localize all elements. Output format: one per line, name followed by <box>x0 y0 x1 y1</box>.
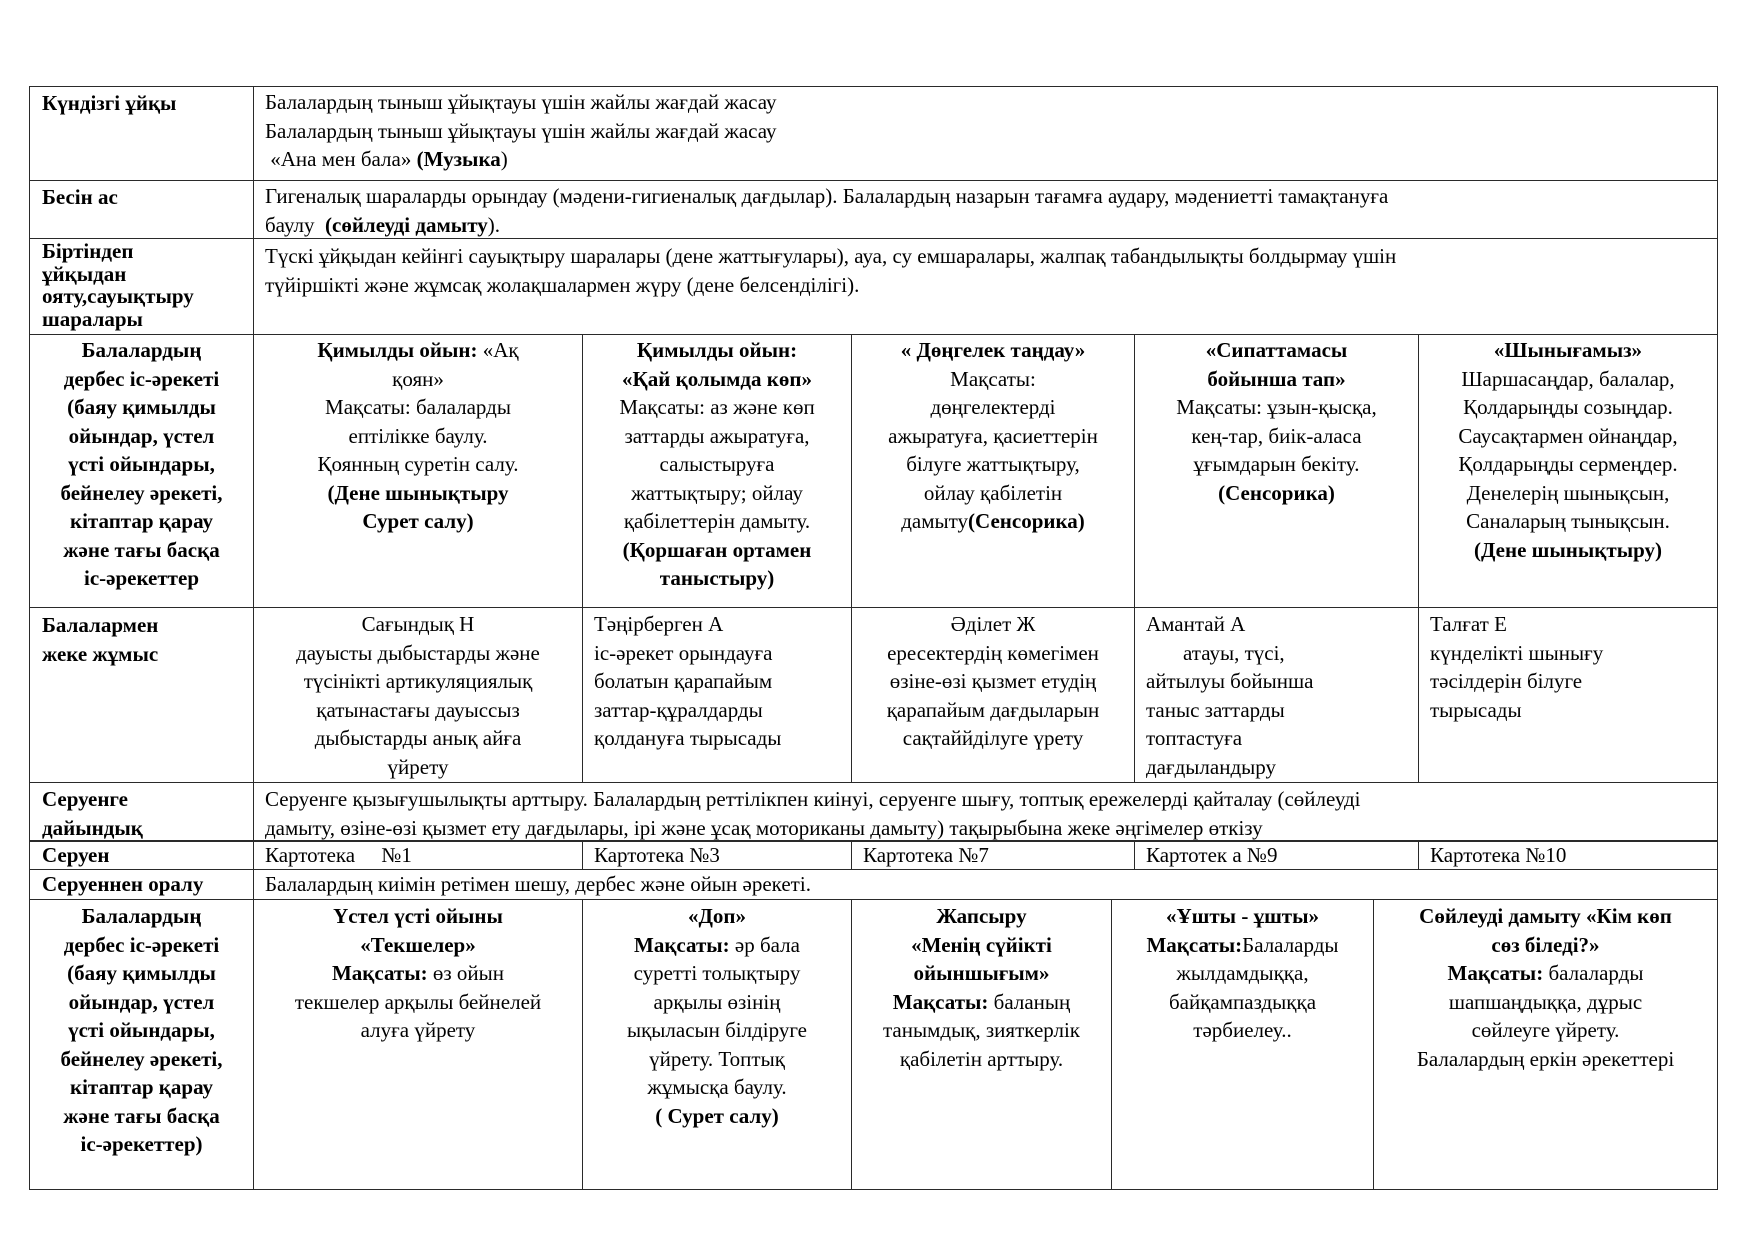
row-label-wakeup <box>42 240 194 330</box>
text-line <box>254 959 582 988</box>
text-line: Амантай А <box>1146 612 1246 636</box>
walk-card-3: Картотека №7 <box>863 843 989 867</box>
text-fragment: өз ойын <box>427 961 505 985</box>
walk-card-2: Картотека №3 <box>594 843 720 867</box>
text-line: ықыласын білдіруге <box>626 1018 808 1042</box>
text-line: Жапсыру <box>936 904 1027 928</box>
label-line: жеке жұмыс <box>42 641 159 666</box>
text-line: суретті толықтыру <box>633 961 801 985</box>
row-divider <box>29 607 1718 608</box>
table-border-top <box>29 86 1718 87</box>
text-line: «Доп» <box>687 904 747 928</box>
label-line: Серуенге <box>42 787 128 811</box>
text-line: іс-әрекет орындауға <box>594 640 773 665</box>
text-line: «Текшелер» <box>360 932 476 957</box>
text-line: Гигеналық шараларды орындау (мәдени-гигиеналық дағдылар). Балалардың назарын тағамға аудару, мәдениетті тамақтануға <box>265 184 1389 208</box>
text-line: Тәңірберген А <box>594 612 724 636</box>
label-line: үсті ойындары, <box>68 1018 215 1042</box>
text-line: түсінікті артикуляциялық <box>303 669 533 693</box>
column-divider <box>1418 841 1419 869</box>
text-line: дыбыстарды анық айға <box>314 726 522 750</box>
walk-card-5: Картотека №10 <box>1430 843 1567 867</box>
text-fragment: баланың <box>988 989 1071 1014</box>
text-line: ептілікке баулу. <box>348 423 488 448</box>
text-line: ұғымдарын бекіту. <box>1193 452 1360 476</box>
text-line: Түскі ұйқыдан кейінгі сауықтыру шаралары (дене жаттығулары), ауа, су емшаралары, жалпақ табандылықты болдырмау үшін <box>265 244 1397 268</box>
text-fragment: баулу <box>265 212 325 237</box>
text-line: қарапайым дағдыларын <box>886 697 1100 722</box>
label-line: дербес іс-әрекеті <box>63 366 220 391</box>
text-line: дамыту, өзіне-өзі қызмет ету дағдылары, ірі және ұсақ моториканы дамыту) тақырыбына жеке әңгімелер өткізу <box>265 815 1263 840</box>
text-line: қабілеттерін дамыту. <box>623 509 811 533</box>
text-line: Қимылды ойын: <box>636 338 798 362</box>
row-label-return-from-walk: Серуеннен оралу <box>42 872 204 896</box>
text-line: ойлау қабілетін <box>923 480 1063 505</box>
label-line: және тағы басқа <box>63 537 220 562</box>
text-line <box>852 507 1134 536</box>
text-line: Талғат Е <box>1430 612 1507 636</box>
label-line: дайындық <box>42 815 143 840</box>
text-line <box>254 336 582 365</box>
individual-cell-4 <box>1146 610 1313 781</box>
text-line: заттарды ажыратуға, <box>624 423 810 448</box>
text-line: жаттықтыру; ойлау <box>631 480 803 505</box>
text-line: өзіне-өзі қызмет етудің <box>889 669 1097 693</box>
text-line: « Дөңгелек таңдау» <box>900 338 1086 362</box>
text-line: Саналарың тынықсын. <box>1466 509 1670 533</box>
text-line: сөйлеуге үйрету. <box>1471 1018 1620 1042</box>
text-line: жұмысқа баулу. <box>647 1075 787 1099</box>
text-line: топтастуға <box>1146 726 1243 750</box>
label-line: Балалардың <box>81 904 202 928</box>
text-line: сақтаййділуге үрету <box>902 726 1084 750</box>
activity2-cell-5 <box>1374 902 1717 1073</box>
text-fragment-bold: Мақсаты: <box>331 961 428 985</box>
text-line: болатын қарапайым <box>594 669 773 693</box>
text-line: ( Сурет салу) <box>655 1103 779 1128</box>
text-line: Үстел үсті ойыны <box>333 904 503 928</box>
label-line: кітаптар қарау <box>69 1075 214 1099</box>
row-divider <box>29 180 1718 181</box>
text-fragment-bold: (Музыка <box>416 147 501 171</box>
text-line: күнделікті шынығу <box>1430 640 1604 665</box>
text-line: қабілетін арттыру. <box>899 1046 1064 1071</box>
text-line: шапшаңдыққа, дұрыс <box>1448 989 1643 1014</box>
activity-cell-4 <box>1135 336 1418 507</box>
row-divider <box>29 782 1718 783</box>
label-line: Біртіндеп <box>42 239 134 263</box>
text-line: (Дене шынықтыру) <box>1473 537 1662 562</box>
text-line <box>265 145 777 174</box>
text-line: танымдық, зияткерлік <box>883 1018 1080 1042</box>
text-line: үйрету <box>387 754 449 779</box>
label-line: Балалармен <box>42 613 159 637</box>
activity2-cell-1 <box>254 902 582 1045</box>
snack-content <box>265 182 1388 239</box>
text-line: қолдануға тырысады <box>594 726 782 750</box>
text-line: дауысты дыбыстарды және <box>296 640 540 665</box>
text-line: (Қоршаған ортамен <box>622 537 812 562</box>
text-line: «Менің сүйікті <box>911 932 1052 957</box>
text-line: Балалардың тыныш ұйықтауы үшін жайлы жағдай жасау <box>265 118 777 143</box>
label-line: бейнелеу әрекеті, <box>60 480 223 505</box>
text-line: кең-тар, биік-аласа <box>1191 423 1362 448</box>
text-line: Мақсаты: ұзын-қысқа, <box>1176 395 1377 419</box>
text-line: айтылуы бойынша <box>1146 669 1314 693</box>
text-line: (Сенсорика) <box>1218 480 1335 505</box>
text-line <box>1374 959 1717 988</box>
text-line: ажыратуға, қасиеттерін <box>888 423 1098 448</box>
label-line: ойындар, үстел <box>68 423 215 448</box>
row-label-snack: Бесін ас <box>42 185 118 209</box>
text-line: Қоянның суретін салу. <box>317 452 519 476</box>
activity-cell-1 <box>254 336 582 536</box>
text-line: Мақсаты: балаларды <box>325 395 511 419</box>
walk-card-1: Картотека №1 <box>265 843 412 867</box>
text-fragment-bold: (Сенсорика) <box>968 509 1085 533</box>
text-line: Саусақтармен ойнаңдар, <box>1458 423 1678 448</box>
text-line: Серуенге қызығушылықты арттыру. Балалардың реттілікпен киінуі, серуенге шығу, топтық ережелерді қайталау (сөйлеуді <box>265 787 1361 811</box>
text-line <box>265 211 1388 240</box>
column-divider <box>582 841 583 869</box>
text-line: тәсілдерін білуге <box>1430 669 1583 693</box>
label-line: ояту,сауықтыру <box>42 284 194 308</box>
individual-cell-3 <box>852 610 1134 753</box>
text-line: ересектердің көмегімен <box>887 640 1099 665</box>
text-line: таныс заттарды <box>1146 697 1285 722</box>
text-line: «Сипаттамасы <box>1205 338 1348 362</box>
text-line: «Шынығамыз» <box>1493 338 1643 362</box>
text-line: «Қай қолымда көп» <box>622 366 812 391</box>
label-line: (баяу қимылды <box>67 961 216 985</box>
row-divider <box>29 334 1718 335</box>
text-line: салыстыруға <box>659 452 775 476</box>
text-fragment: «Ана мен бала» <box>265 147 417 171</box>
label-line: (баяу қимылды <box>67 395 216 419</box>
label-line: іс-әрекеттер <box>84 566 199 590</box>
text-line <box>852 988 1111 1017</box>
walk-card-4: Картотек а №9 <box>1146 843 1278 867</box>
wakeup-content <box>265 242 1396 299</box>
activity-cell-5 <box>1419 336 1717 564</box>
text-line: (Дене шынықтыру <box>327 480 509 505</box>
text-line <box>583 931 851 960</box>
text-line: үйрету. Топтық <box>649 1046 785 1071</box>
activity2-cell-4 <box>1112 902 1373 1045</box>
text-fragment: «Ақ <box>477 338 519 362</box>
column-divider <box>1134 841 1135 869</box>
return-from-walk-content: Балалардың киімін ретімен шешу, дербес және ойын әрекеті. <box>265 872 811 896</box>
row-label-independent-activity <box>30 336 253 593</box>
text-fragment-bold: (сөйлеуді дамыту <box>325 212 488 237</box>
activity-cell-2 <box>583 336 851 593</box>
label-line: Балалардың <box>81 338 202 362</box>
text-line: «Ұшты - ұшты» <box>1165 904 1320 928</box>
text-line: атауы, түсі, <box>1183 640 1285 665</box>
walk-preparation-content <box>265 785 1361 842</box>
text-line: білуге жаттықтыру, <box>906 452 1080 476</box>
table-border-bottom <box>29 1189 1718 1190</box>
text-line: арқылы өзінің <box>653 989 781 1014</box>
text-fragment: Балаларды <box>1242 932 1339 957</box>
text-line: заттар-құралдарды <box>594 697 763 722</box>
label-line: шаралары <box>42 306 143 331</box>
text-fragment: ) <box>500 147 508 171</box>
text-fragment-bold: Мақсаты: <box>892 989 989 1014</box>
text-fragment-bold: Мақсаты: <box>634 932 730 957</box>
text-line: Әділет Ж <box>950 612 1036 636</box>
nap-content <box>265 88 777 174</box>
text-line: алуға үйрету <box>360 1018 476 1042</box>
text-fragment: балаларды <box>1543 961 1644 985</box>
row-label-walk-preparation <box>42 785 143 842</box>
text-line: Денелерің шынықсын, <box>1466 480 1670 505</box>
label-line: кітаптар қарау <box>69 509 214 533</box>
text-line: Балалардың тыныш ұйықтауы үшін жайлы жағдай жасау <box>265 90 777 114</box>
label-line: ойындар, үстел <box>68 989 215 1014</box>
text-line: тырысады <box>1430 697 1522 722</box>
row-divider <box>29 899 1718 900</box>
row-label-individual-work <box>42 611 158 668</box>
text-line: сөз біледі?» <box>1491 932 1600 957</box>
text-line: қатынастағы дауыссыз <box>316 697 520 722</box>
text-line: дөңгелектерді <box>930 395 1056 419</box>
table-border-right <box>1717 86 1718 1190</box>
individual-cell-5 <box>1430 610 1603 724</box>
text-line: Мақсаты: <box>950 366 1036 391</box>
label-line: ұйқыдан <box>42 261 127 286</box>
text-line: Балалардың еркін әрекеттері <box>1416 1046 1675 1071</box>
text-line: түйіршікті және жұмсақ жолақшалармен жүру (дене белсенділігі). <box>265 272 860 297</box>
text-fragment: әр бала <box>729 932 800 957</box>
text-line: Сурет салу) <box>362 509 474 533</box>
label-line: бейнелеу әрекеті, <box>60 1046 223 1071</box>
text-line: текшелер арқылы бейнелей <box>294 989 542 1014</box>
text-line: жылдамдыққа, <box>1176 961 1309 985</box>
text-line: Қолдарыңды сермеңдер. <box>1458 452 1678 476</box>
text-fragment: ). <box>487 212 500 237</box>
row-label-independent-activity-2 <box>30 902 253 1159</box>
label-line: дербес іс-әрекеті <box>63 932 220 957</box>
column-divider <box>851 841 852 869</box>
text-line: бойынша тап» <box>1207 366 1346 391</box>
individual-cell-2 <box>594 610 781 753</box>
text-line: Сөйлеуді дамыту «Кім көп <box>1419 904 1672 928</box>
text-line: таныстыру) <box>659 566 775 590</box>
text-line: ойыншығым» <box>913 961 1050 985</box>
text-fragment-bold: Мақсаты: <box>1447 961 1544 985</box>
label-line: іс-әрекеттер) <box>80 1132 203 1156</box>
text-fragment: дамыту <box>901 509 969 533</box>
activity2-cell-3 <box>852 902 1111 1073</box>
text-line: дағдыландыру <box>1146 754 1276 779</box>
row-label-nap: Күндізгі ұйқы <box>42 91 177 115</box>
activity-cell-3 <box>852 336 1134 536</box>
label-line: және тағы басқа <box>63 1103 220 1128</box>
text-line <box>1112 931 1373 960</box>
individual-cell-1 <box>254 610 582 781</box>
label-line: үсті ойындары, <box>68 452 215 476</box>
text-line: байқампаздыққа <box>1168 989 1317 1014</box>
text-fragment-bold: Қимылды ойын: <box>317 338 478 362</box>
text-fragment-bold: Мақсаты: <box>1146 932 1243 957</box>
row-label-walk: Серуен <box>42 843 110 867</box>
activity2-cell-2 <box>583 902 851 1130</box>
text-line: тәрбиелеу.. <box>1193 1018 1292 1042</box>
text-line: Мақсаты: аз және көп <box>619 395 815 419</box>
text-line: Қолдарыңды созыңдар. <box>1463 395 1673 419</box>
text-line: Шаршасаңдар, балалар, <box>1461 366 1675 391</box>
text-line: Сағындық Н <box>361 612 475 636</box>
text-line: қоян» <box>392 366 444 391</box>
